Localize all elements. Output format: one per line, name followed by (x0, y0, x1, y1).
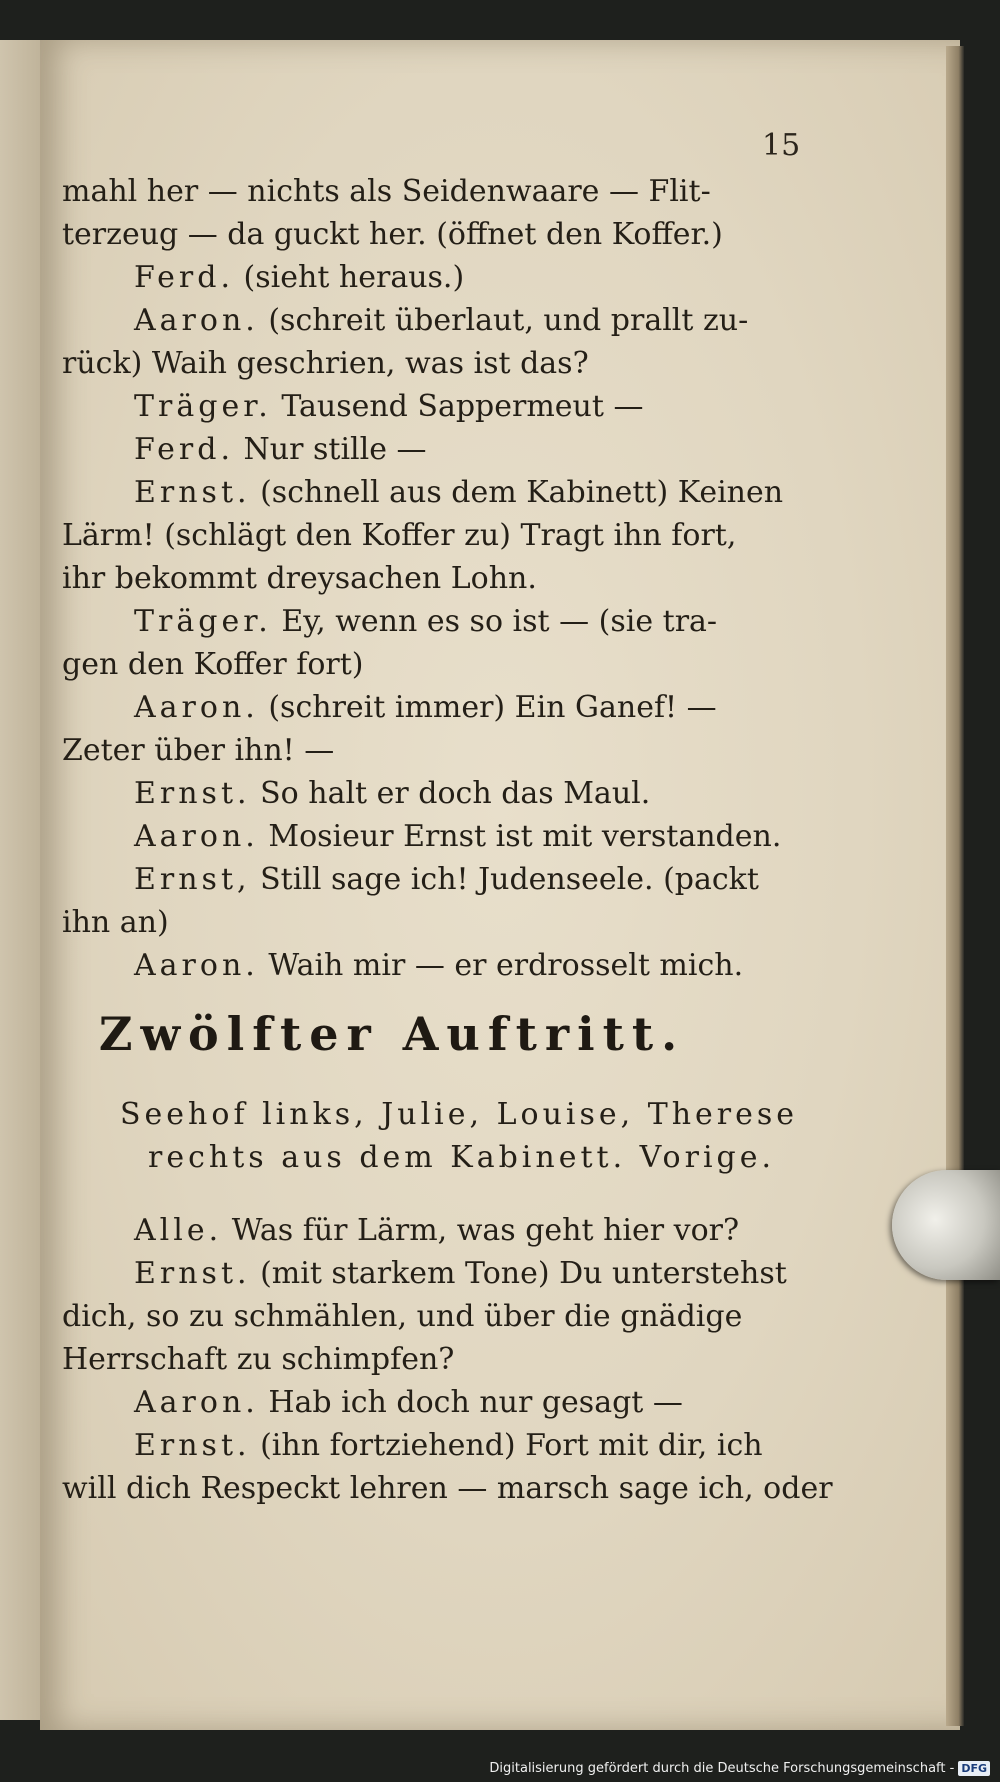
speaker-name: Aaron. (134, 948, 259, 983)
text-line (62, 1467, 833, 1510)
stage-direction-line: Seehof links, Julie, Louise, Therese (120, 1097, 799, 1132)
text-line (62, 342, 812, 385)
text-line (62, 944, 812, 987)
speaker-name: Ferd. (134, 432, 235, 467)
text-line (62, 901, 812, 944)
line-text: Ey, wenn es so ist — (sie tra- (271, 604, 718, 639)
text-line (62, 772, 812, 815)
dialogue-before-heading (62, 170, 812, 987)
line-text: Still sage ich! Judenseele. (packt (250, 862, 759, 897)
text-line (62, 557, 812, 600)
line-text: Mosieur Ernst ist mit verstanden. (258, 819, 782, 854)
line-text: (ihn fortziehend) Fort mit dir, ich (250, 1428, 763, 1463)
text-line (62, 1209, 812, 1252)
line-text: will dich Respeckt lehren — marsch sage ich, oder (62, 1471, 833, 1506)
text-line (62, 385, 812, 428)
line-text: Lärm! (schlägt den Koffer zu) Tragt ihn fort, (62, 518, 737, 553)
line-text: Waih mir — er erdrosselt mich. (258, 948, 744, 983)
line-text: So halt er doch das Maul. (250, 776, 651, 811)
digitization-credit (489, 1761, 990, 1776)
text-line (62, 471, 812, 514)
line-text: Tausend Sappermeut — (271, 389, 644, 424)
text-line (62, 643, 812, 686)
text-line (62, 1381, 812, 1424)
speaker-name: Ernst. (134, 475, 251, 510)
text-line (62, 600, 812, 643)
line-text: Hab ich doch nur gesagt — (258, 1385, 683, 1420)
page-text (62, 170, 833, 1510)
line-text: ihn an) (62, 905, 169, 940)
line-text: (schnell aus dem Kabinett) Keinen (250, 475, 784, 510)
text-line (62, 1295, 812, 1338)
credit-text: Digitalisierung gefördert durch die Deutsche Forschungsgemeinschaft - (489, 1761, 955, 1776)
line-text: rück) Waih geschrien, was ist das? (62, 346, 589, 381)
text-line (62, 729, 812, 772)
line-text: (schreit immer) Ein Ganef! — (258, 690, 717, 725)
speaker-name: Träger. (134, 389, 272, 424)
scene-heading-wrap (62, 1007, 812, 1093)
speaker-name: Träger. (134, 604, 272, 639)
text-line (62, 858, 812, 901)
text-line (62, 1338, 812, 1381)
line-text: gen den Koffer fort) (62, 647, 364, 682)
speaker-name: Aaron. (134, 690, 259, 725)
text-line (62, 1424, 812, 1467)
line-text: Was für Lärm, was geht hier vor? (222, 1213, 740, 1248)
text-line (62, 815, 812, 858)
spacer (62, 1179, 812, 1209)
text-line (62, 686, 812, 729)
line-text: (mit starkem Tone) Du unterstehst (250, 1256, 787, 1291)
text-line (62, 428, 812, 471)
text-line (62, 1252, 812, 1295)
speaker-name: Alle. (134, 1213, 223, 1248)
line-text: mahl her — nichts als Seidenwaare — Flit- (62, 174, 711, 209)
line-text: ihr bekommt dreysachen Lohn. (62, 561, 537, 596)
page-fore-edge (946, 46, 964, 1726)
speaker-name: Ferd. (134, 260, 235, 295)
speaker-name: Aaron. (134, 819, 259, 854)
dfg-logo: DFG (958, 1761, 990, 1776)
text-line (62, 256, 812, 299)
speaker-name: Ernst, (134, 862, 251, 897)
dialogue-after-heading (62, 1209, 833, 1510)
line-text: Zeter über ihn! — (62, 733, 335, 768)
line-text: (sieht heraus.) (234, 260, 465, 295)
speaker-name: Ernst. (134, 1256, 251, 1291)
line-text: dich, so zu schmählen, und über die gnädige (62, 1299, 743, 1334)
text-line (62, 213, 812, 256)
text-line (62, 514, 812, 557)
line-text: terzeug — da guckt her. (öffnet den Koffer.) (62, 217, 723, 252)
speaker-name: Aaron. (134, 1385, 259, 1420)
scene-heading: Zwölfter Auftritt. (98, 1007, 686, 1061)
line-text: (schreit überlaut, und prallt zu- (258, 303, 749, 338)
line-text: Nur stille — (234, 432, 427, 467)
page-clip (892, 1170, 1000, 1280)
stage-direction-line: rechts aus dem Kabinett. Vorige. (148, 1140, 776, 1175)
text-line (62, 170, 812, 213)
speaker-name: Ernst. (134, 1428, 251, 1463)
page-number: 15 (762, 128, 801, 163)
text-line (62, 299, 812, 342)
speaker-name: Aaron. (134, 303, 259, 338)
speaker-name: Ernst. (134, 776, 251, 811)
line-text: Herrschaft zu schimpfen? (62, 1342, 455, 1377)
